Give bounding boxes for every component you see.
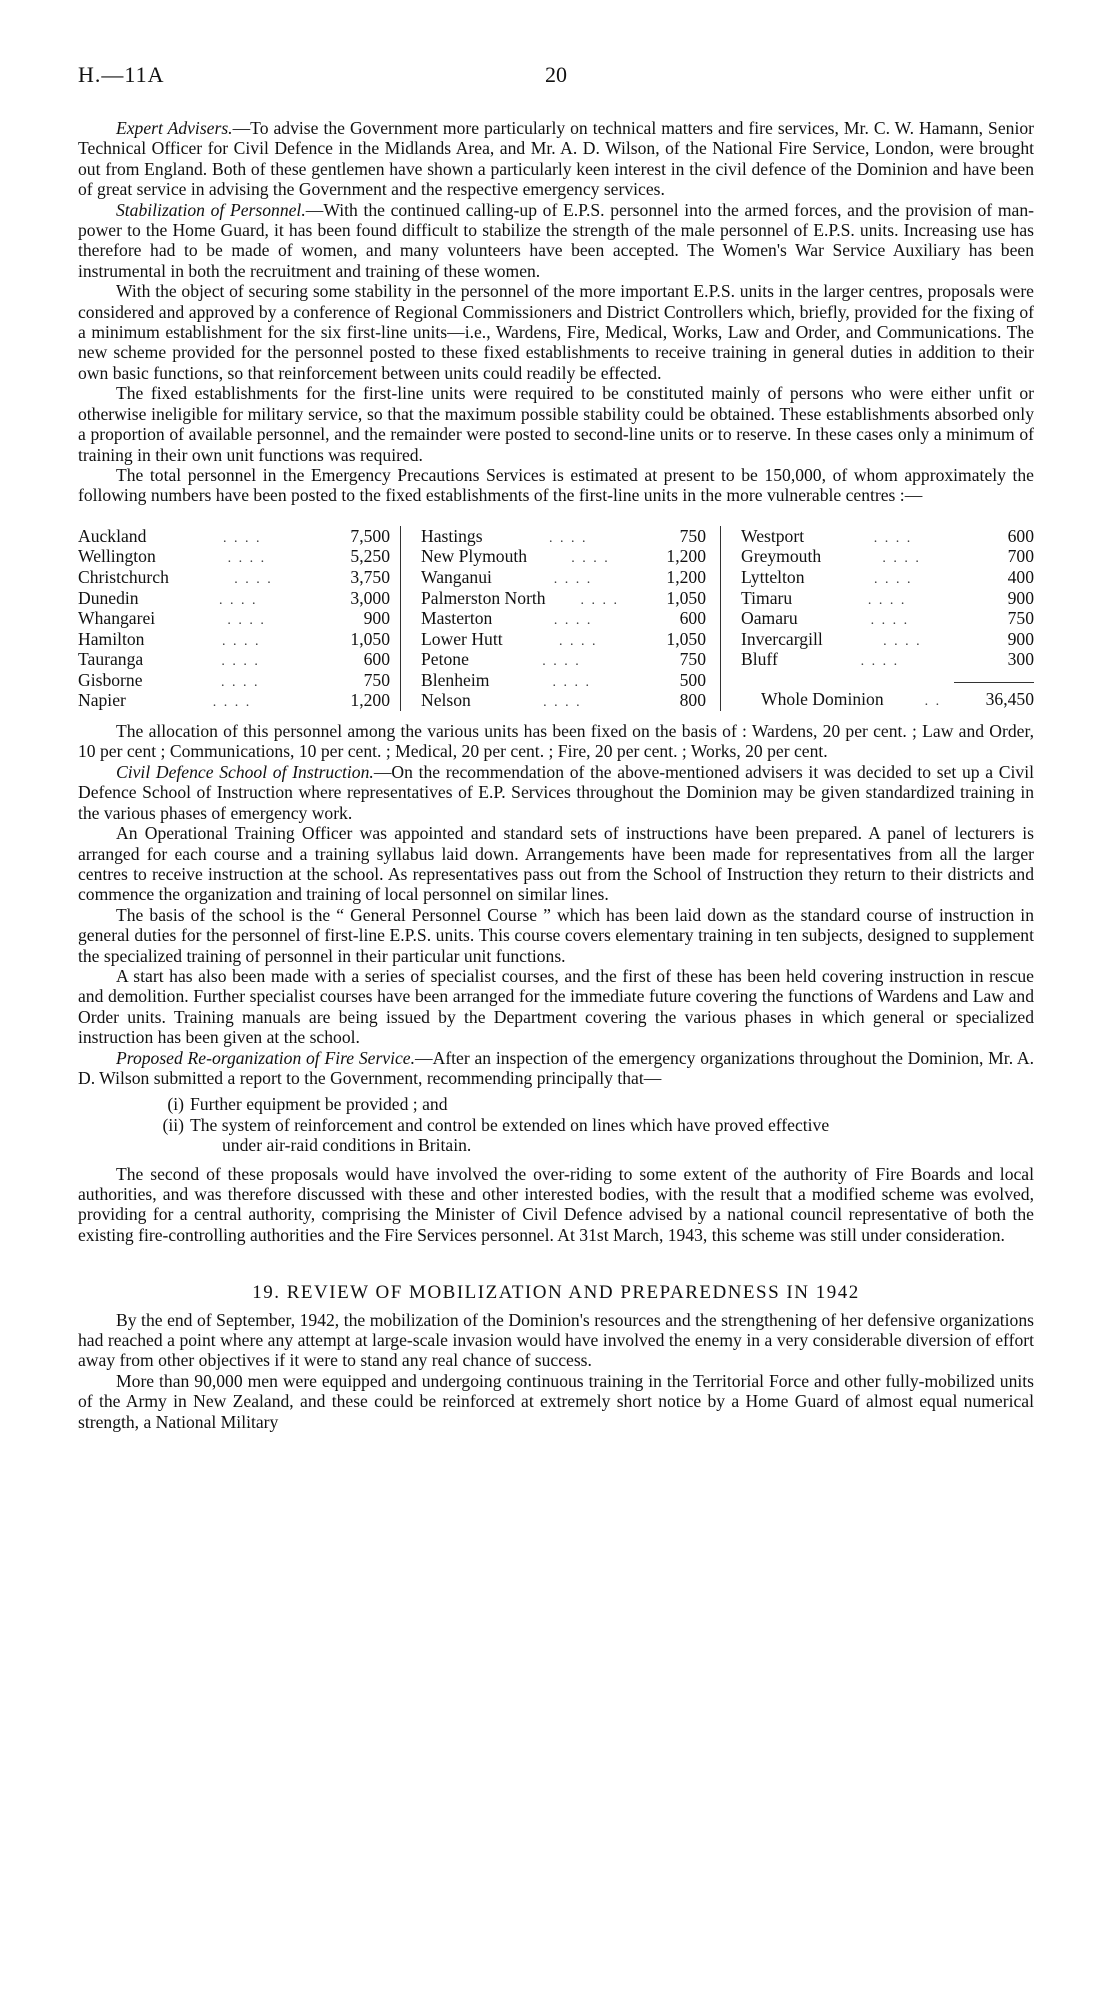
list-text-continuation: under air-raid conditions in Britain. [222,1135,472,1156]
paragraphs-group-d [78,1310,1034,1432]
list-text: Further equipment be provided ; and [190,1094,448,1115]
centre-name: Lyttelton [741,566,805,587]
paragraph [78,200,1034,282]
centre-name: Whangarei [78,608,156,629]
personnel-count: 1,050 [350,628,390,649]
centre-name: Timaru [741,587,793,608]
table-row: Palmerston North . . . . 1,050 [421,587,706,608]
recommendation-list [78,1094,1034,1155]
table-row: Timaru . . . . 900 [741,587,1034,608]
personnel-count: 1,200 [666,546,706,567]
paragraph-text: —After an inspection of the emergency organizations throughout the Dominion, Mr. A. D. Wilson submitted a report to the Government, recommending principally that— [78,1047,1034,1088]
centre-name: Nelson [421,690,471,711]
table-row: Whangarei . . . . 900 [78,608,390,629]
personnel-count: 400 [1007,566,1034,587]
personnel-count: 1,200 [666,566,706,587]
table-row: Greymouth . . . . 700 [741,546,1034,567]
paragraph [78,721,1034,762]
table-row: Christchurch . . . . 3,750 [78,566,390,587]
list-item [78,1115,1034,1156]
centre-name: Oamaru [741,608,798,629]
paragraph [78,1048,1034,1089]
paragraph [78,966,1034,1048]
paragraph-lead: Proposed Re-organization of Fire Service. [116,1047,416,1068]
paragraph-text: The basis of the school is the “ General Personnel Course ” which has been laid down as the standard course of instruction in general duties for the personnel of first-line E.P.S. units. This course covers elementary training in ten subjects, designed to supplement the specialized training of personnel in their particular unit functions. [78,904,1034,966]
personnel-count: 900 [1007,587,1034,608]
personnel-count: 500 [679,669,706,690]
centre-name: Petone [421,649,469,670]
paragraph-text: More than 90,000 men were equipped and undergoing continuous training in the Territorial Force and other fully-mobilized units of the Army in New Zealand, and these could be reinforced at extremely short notice by a Home Guard of almost equal numerical strength, a National Military [78,1370,1034,1432]
paragraph [78,905,1034,966]
centre-name: Blenheim [421,669,490,690]
table-row: Hamilton . . . . 1,050 [78,628,390,649]
centre-name: Gisborne [78,669,143,690]
personnel-count: 900 [363,608,390,629]
centre-name: Dunedin [78,587,139,608]
section-heading: 19. REVIEW OF MOBILIZATION AND PREPAREDNESS IN 1942 [252,1282,860,1304]
personnel-count: 1,200 [350,690,390,711]
table-row: Nelson . . . . 800 [421,690,706,711]
table-row: Dunedin . . . . 3,000 [78,587,390,608]
paragraph [78,1164,1034,1246]
table-row: Gisborne . . . . 750 [78,669,390,690]
paragraph-text: —With the continued calling-up of E.P.S. personnel into the armed forces, and the provision of man-power to the Home Guard, it has been found difficult to stabilize the strength of the male personnel of E.P.S. units. Increasing use has therefore had to be made of women, and many volunteers have been accepted. The Women's War Service Auxiliary has been instrumental in both the recruitment and training of these women. [78,199,1034,281]
personnel-count: 3,750 [350,566,390,587]
personnel-table [78,526,1034,711]
table-row: Wellington . . . . 5,250 [78,546,390,567]
paragraph-lead: Expert Advisers. [116,118,233,138]
paragraph-text: The second of these proposals would have involved the over-riding to some extent of the authority of Fire Boards and local authorities, and was therefore discussed with these and other interested bodies, with the result that a modified scheme was evolved, providing for a central authority, comprising the Minister of Civil Defence advised by a national council representative of both the existing fire-controlling authorities and the Fire Services personnel. At 31st March, 1943, this scheme was still under consideration. [78,1163,1034,1245]
centre-name: Invercargill [741,628,823,649]
paragraph [78,1371,1034,1432]
table-column-1 [78,526,400,711]
document-reference: H.—11A [78,62,165,87]
table-row: Westport . . . . 600 [741,525,1034,546]
table-row: Invercargill . . . . 900 [741,628,1034,649]
centre-name: Wanganui [421,566,492,587]
personnel-count: 700 [1007,546,1034,567]
total-value: 36,450 [985,688,1034,709]
centre-name: Hastings [421,525,483,546]
personnel-count: 750 [679,525,706,546]
table-row: Oamaru . . . . 750 [741,608,1034,629]
paragraph-text: An Operational Training Officer was appointed and standard sets of instructions have been prepared. A panel of lecturers is arranged for each course and a training syllabus laid down. Arrangements have been made for representatives from all the larger centres to receive instruction at the school. As representatives pass out from the School of Instruction they return to their districts and commence the organization and training of local personnel on similar lines. [78,823,1034,905]
table-row: Lower Hutt . . . . 1,050 [421,628,706,649]
personnel-count: 750 [1007,608,1034,629]
total-label: Whole Dominion [761,688,884,709]
centre-name: Hamilton [78,628,145,649]
centre-name: Tauranga [78,649,144,670]
paragraphs-group-a [78,118,1034,506]
centre-name: Bluff [741,649,778,670]
table-total-row: Whole Dominion . . 36,450 [741,689,1034,710]
paragraph-text: The allocation of this personnel among the various units has been fixed on the basis of : Wardens, 20 per cent. ; Law and Order, 10 per cent ; Communications, 10 per cent. ; Medical, 20 per cent. ; Fire, 20 per cent. ; Works, 20 per cent. [78,721,1034,762]
centre-name: Westport [741,525,805,546]
centre-name: Auckland [78,525,147,546]
table-row: New Plymouth . . . . 1,200 [421,546,706,567]
personnel-count: 7,500 [350,525,390,546]
centre-name: Masterton [421,608,493,629]
personnel-count: 600 [363,649,390,670]
centre-name: Napier [78,690,126,711]
list-text: The system of reinforcement and control be extended on lines which have proved effective [190,1114,830,1135]
paragraph-lead: Civil Defence School of Instruction. [116,761,374,782]
paragraph-text: By the end of September, 1942, the mobilization of the Dominion's resources and the strengthening of her defensive organizations had reached a point where any attempt at large-scale invasion would have involved the enemy in a very considerable diversion of effort away from other objectives if it were to stand any real chance of success. [78,1309,1034,1371]
personnel-count: 1,050 [666,628,706,649]
total-rule [954,682,1034,689]
paragraphs-group-c [78,1164,1034,1246]
paragraph [78,383,1034,465]
table-row: Hastings . . . . 750 [421,525,706,546]
paragraph [78,281,1034,383]
page-header [0,62,1114,98]
centre-name: Wellington [78,546,156,567]
personnel-count: 300 [1007,649,1034,670]
paragraph-text: —To advise the Government more particularly on technical matters and fire services, Mr. C. W. Hamann, Senior Technical Officer for Civil Defence in the Midlands Area, and Mr. A. D. Wilson, of the National Fire Service, London, were brought out from England. Both of these gentlemen have shown a particularly keen interest in the civil defence of the Dominion and have been of great service in advising the Government and the respective emergency services. [78,118,1034,200]
table-column-2 [400,526,720,711]
personnel-count: 750 [363,669,390,690]
page-number: 20 [545,62,567,87]
table-row: Masterton . . . . 600 [421,608,706,629]
paragraph-text: The fixed establishments for the first-line units were required to be constituted mainly of persons who were either unfit or otherwise ineligible for military service, so that the maximum possible stability could be obtained. These establishments absorbed only a proportion of available personnel, and the remainder were posted to second-line units or to reserve. In these cases only a minimum of training in their own unit functions was required. [78,383,1034,465]
centre-name: Christchurch [78,566,169,587]
personnel-count: 3,000 [350,587,390,608]
personnel-count: 600 [1007,525,1034,546]
centre-name: Palmerston North [421,587,546,608]
paragraph-lead: Stabilization of Personnel. [116,199,306,220]
personnel-count: 600 [679,608,706,629]
paragraph [78,465,1034,506]
centre-name: Lower Hutt [421,628,503,649]
paragraph-text: With the object of securing some stability in the personnel of the more important E.P.S. units in the larger centres, proposals were considered and approved by a conference of Regional Commissioners and District Controllers which, briefly, provided for the fixing of a minimum establishment for the six first-line units—i.e., Wardens, Fire, Medical, Works, Law and Order, and Communications. The new scheme provided for the personnel posted to these fixed establishments to receive training in general duties in addition to their own basic functions, so that reinforcement between units could readily be effected. [78,281,1034,383]
paragraph-text: A start has also been made with a series of specialist courses, and the first of these has been held covering instruction in rescue and demolition. Further specialist courses have been arranged for the immediate future covering the functions of Wardens and Law and Order units. Training manuals are being issued by the Department covering the various phases in which general or specialized instruction has been given at the school. [78,965,1034,1048]
table-row: Blenheim . . . . 500 [421,669,706,690]
paragraph [78,118,1034,200]
list-item [78,1094,1034,1114]
table-row: Napier . . . . 1,200 [78,690,390,711]
table-row: Wanganui . . . . 1,200 [421,566,706,587]
table-row: Lyttelton . . . . 400 [741,566,1034,587]
table-row: Bluff . . . . 300 [741,649,1034,670]
table-row: Auckland . . . . 7,500 [78,525,390,546]
list-marker: (i) [167,1094,184,1115]
paragraph [78,823,1034,905]
paragraph-text: The total personnel in the Emergency Precautions Services is estimated at present to be 150,000, of whom approximately the following numbers have been posted to the fixed establishments of the first-line units in the more vulnerable centres :— [78,464,1034,506]
paragraph [78,762,1034,823]
personnel-count: 800 [679,690,706,711]
paragraph-text: —On the recommendation of the above-mentioned advisers it was decided to set up a Civil Defence School of Instruction where representatives of E.P. Services throughout the Dominion may be given standardized training in the various phases of emergency work. [78,761,1034,823]
personnel-count: 900 [1007,628,1034,649]
table-column-3 [720,526,1034,711]
paragraph [78,1310,1034,1371]
paragraphs-group-b [78,721,1034,1088]
table-row: Petone . . . . 750 [421,649,706,670]
centre-name: New Plymouth [421,546,528,567]
table-row: Tauranga . . . . 600 [78,649,390,670]
centre-name: Greymouth [741,546,822,567]
personnel-count: 1,050 [666,587,706,608]
personnel-count: 750 [679,649,706,670]
list-marker: (ii) [162,1114,184,1135]
page-body [78,118,1034,1432]
personnel-count: 5,250 [350,546,390,567]
